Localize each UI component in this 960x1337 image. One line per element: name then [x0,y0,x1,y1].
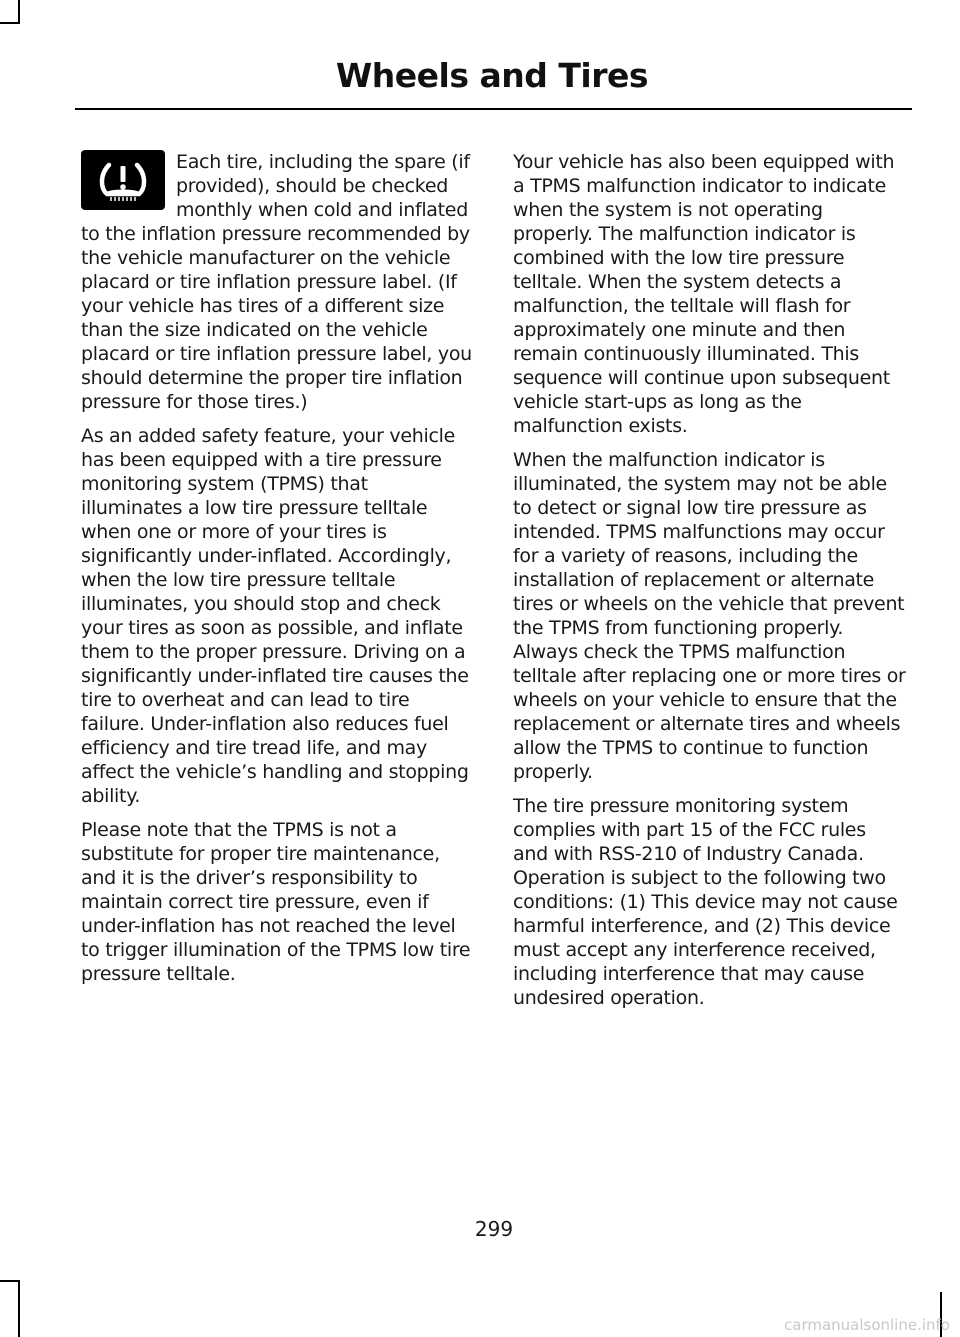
paragraph-malfunction-illuminated: When the malfunction indicator is illuminated, the system may not be able to detect or signal low tire pressure as intended. TPMS malfunctions may occur for a variety of reasons, including the installation of replacement or alternate tires or wheels on the vehicle that prevent the TPMS from functioning properly. Always check the TPMS malfunction telltale after replacing one or more tires or wheels on your vehicle to ensure that the replacement or alternate tires and wheels allow the TPMS to continue to function properly. [513,449,906,783]
paragraph-malfunction-indicator: Your vehicle has also been equipped with a TPMS malfunction indicator to indicate when the system is not operating properly. The malfunction indicator is combined with the low tire pressure telltale. When the system detects a malfunction, the telltale will flash for approximately one minute and then remain continuously illuminated. This sequence will continue upon subsequent vehicle start-ups as long as the malfunction exists. [513,151,895,437]
header-divider [75,108,912,110]
paragraph-tpms-note: Please note that the TPMS is not a substitute for proper tire maintenance, and it is the driver’s responsibility to maintain correct tire pressure, even if under-inflation has not reached the level to trigger illumination of the TPMS low tire pressure telltale. [81,819,471,985]
crop-mark [18,0,20,22]
right-column [513,150,906,1020]
left-column [81,150,474,996]
paragraph-fcc-compliance: The tire pressure monitoring system complies with part 15 of the FCC rules and with RSS-210 of Industry Canada. Operation is subject to the following two conditions: (1) This device may not cause harmful interference, and (2) This device must accept any interference received, including interference that may cause undesired operation. [513,795,898,1009]
watermark: carmanualsonline.info [784,1316,950,1334]
paragraph-tire-check: Each tire, including the spare (if provided), should be checked monthly when cold and inflated to the inflation pressure recommended by the vehicle manufacturer on the vehicle placard or tire inflation pressure label. (If your vehicle has tires of a different size than the size indicated on the vehicle placard or tire inflation pressure label, you should determine the proper tire inflation pressure for those tires.) [81,151,472,413]
crop-mark [0,1280,20,1282]
crop-mark [0,22,20,24]
crop-mark [18,1280,20,1337]
paragraph-tpms-feature: As an added safety feature, your vehicle has been equipped with a tire pressure monitoring system (TPMS) that illuminates a low tire pressure telltale when one or more of your tires is significantly under-inflated. Accordingly, when the low tire pressure telltale illuminates, you should stop and check your tires as soon as possible, and inflate them to the proper pressure. Driving on a significantly under-inflated tire causes the tire to overheat and can lead to tire failure. Under-inflation also reduces fuel efficiency and tire tread life, and may affect the vehicle’s handling and stopping ability. [81,425,469,807]
tire-pressure-warning-icon [81,150,165,210]
page-title: Wheels and Tires [335,56,648,95]
page-number: 299 [474,1217,514,1241]
